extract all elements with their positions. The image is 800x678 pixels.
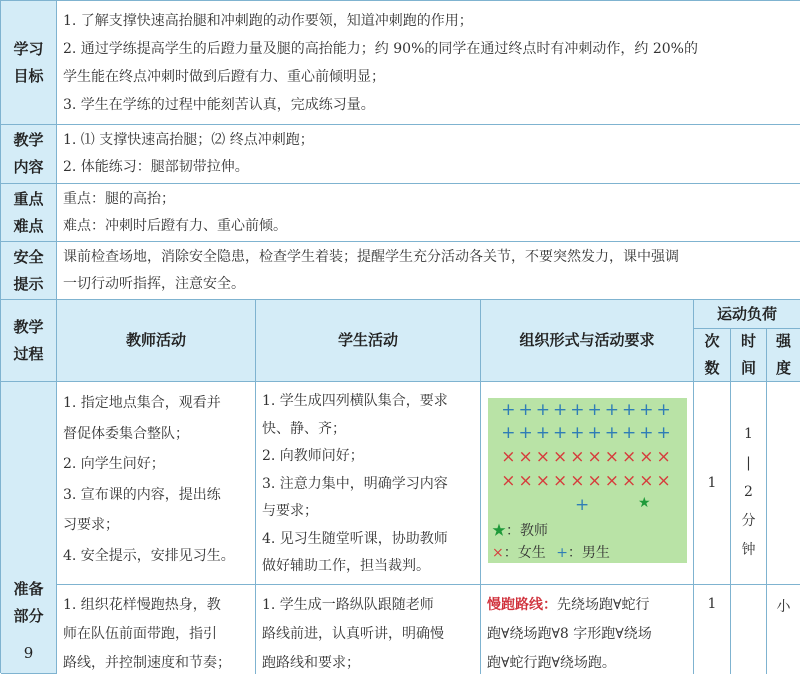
route-title: 慢跑路线： [487, 597, 557, 613]
safety-content [57, 242, 800, 300]
key-points-content [57, 184, 800, 242]
prep2-teacher [57, 585, 256, 674]
formation-row-boys-2: ++++++++++ [501, 423, 674, 443]
label-process [1, 300, 57, 382]
prep2-intensity [767, 585, 800, 674]
header-organization: 组织形式与活动要求 [481, 300, 694, 382]
formation-single-plus: + [575, 495, 590, 515]
prep1-time-part: 分 [741, 513, 756, 529]
header-count-line2: 数 [704, 359, 720, 377]
prep1-teacher-line: 1. 指定地点集合，观看并 [63, 395, 221, 411]
route-line: 先绕场跑∀蛇行 [557, 597, 650, 613]
objective-2a: 2. 通过学练提高学生的后蹬力量及腿的高抬能力；约 90%的同学在通过终点时有冲刺动作，约 20%的 [63, 41, 698, 57]
label-objectives [1, 1, 57, 125]
prep2-count-value: 1 [707, 596, 717, 612]
header-intensity-line2: 度 [775, 359, 791, 377]
legend-teacher [492, 520, 548, 540]
label-prep-minutes: 9 [23, 644, 34, 662]
prep2-count [694, 585, 731, 674]
prep1-time-part: 2 [744, 484, 753, 500]
prep2-student-line: 1. 学生成一路纵队跟随老师 [262, 597, 434, 613]
label-safety [1, 242, 57, 300]
objective-1: 1. 了解支撑快速高抬腿和冲刺跑的动作要领，知道冲刺跑的作用； [63, 13, 473, 29]
prep2-time [731, 585, 767, 674]
safety-line-2: 一切行动听指挥，注意安全。 [63, 276, 245, 292]
label-content [1, 125, 57, 184]
header-time [731, 329, 767, 382]
content-1: 1. ⑴ 支撑快速高抬腿；⑵ 终点冲刺跑； [63, 132, 314, 148]
safety-line-1: 课前检查场地，消除安全隐患，检查学生着装；提醒学生充分活动各关节，不要突然发力，课中强调 [63, 249, 679, 265]
label-content-line2: 内容 [13, 158, 44, 176]
prep1-time-part: | [746, 455, 751, 471]
formation-row-girls-1: ×××××××××× [501, 447, 674, 467]
prep1-student-line: 1. 学生成四列横队集合，要求 [262, 393, 448, 409]
objectives-content [57, 1, 800, 125]
header-exercise-load: 运动负荷 [694, 300, 800, 329]
header-time-line2: 间 [740, 359, 756, 377]
teacher-star-icon: ★ [638, 495, 651, 511]
prep1-intensity [767, 382, 800, 585]
label-key-line2: 难点 [13, 216, 44, 235]
prep1-teacher-line: 3. 宣布课的内容，提出练 [63, 486, 221, 503]
label-safety-line1: 安全 [13, 247, 44, 266]
prep2-intensity-value: 小 [776, 599, 791, 615]
prep1-organization [481, 382, 694, 585]
prep2-teacher-line: 路线，并控制速度和节奏； [63, 655, 231, 671]
prep2-student-line: 路线前进，认真听讲，明确慢 [262, 626, 444, 642]
legend-plus-icon: + [556, 545, 568, 561]
prep1-student-line: 与要求； [262, 503, 318, 519]
teaching-content [57, 125, 800, 184]
legend-star-icon: ★ [492, 523, 506, 539]
prep2-teacher-line: 1. 组织花样慢跑热身，教 [63, 597, 221, 613]
content-2: 2. 体能练习：腿部韧带拉伸。 [63, 159, 249, 175]
prep2-organization [481, 585, 694, 674]
formation-diagram [488, 398, 687, 563]
prep1-student-line: 4. 见习生随堂听课，协助教师 [262, 530, 448, 547]
label-prep-line1: 准备 [13, 580, 44, 598]
prep1-time [731, 382, 767, 585]
formation-row-girls-2: ×××××××××× [501, 471, 674, 491]
legend-female-label: ：女生 [503, 545, 546, 561]
header-intensity-line1: 强 [775, 332, 791, 350]
legend-students [492, 542, 610, 562]
prep1-student-line: 快、静、齐； [262, 420, 346, 437]
legend-cross-icon: × [492, 545, 504, 561]
label-preparation [1, 382, 57, 674]
label-prep-line2: 部分 [13, 607, 44, 625]
prep1-time-part: 钟 [741, 542, 756, 558]
prep1-time-part: 1 [744, 426, 753, 442]
header-count [694, 329, 731, 382]
header-intensity [767, 329, 800, 382]
difficult-point: 难点：冲刺时后蹬有力、重心前倾。 [63, 218, 287, 234]
legend-male-label: ：男生 [567, 545, 610, 561]
objective-3: 3. 学生在学练的过程中能刻苦认真，完成练习量。 [63, 97, 375, 113]
label-process-line2: 过程 [13, 344, 44, 363]
prep1-count: 1 [694, 382, 731, 585]
prep2-student-line: 跑路线和要求； [262, 655, 360, 671]
prep1-teacher-line: 督促体委集合整队； [63, 425, 189, 442]
route-line: 跑∀蛇行跑∀绕场跑。 [487, 655, 616, 671]
prep1-teacher-line: 2. 向学生问好； [63, 456, 165, 472]
prep1-teacher [57, 382, 256, 585]
label-objectives-line1: 学习 [13, 39, 44, 58]
prep1-student [256, 382, 481, 585]
prep1-student-line: 3. 注意力集中，明确学习内容 [262, 475, 448, 492]
label-key-points [1, 184, 57, 242]
header-time-line1: 时 [740, 332, 756, 350]
prep1-teacher-line: 4. 安全提示，安排见习生。 [63, 547, 235, 564]
prep2-student [256, 585, 481, 674]
header-student-activity: 学生活动 [256, 300, 481, 382]
legend-teacher-label: ：教师 [506, 523, 548, 539]
prep1-teacher-line: 习要求； [63, 517, 119, 533]
objective-2b: 学生能在终点冲刺时做到后蹬有力、重心前倾明显； [63, 69, 385, 85]
route-line: 跑∀绕场跑∀8 字形跑∀绕场 [487, 626, 652, 642]
key-point: 重点：腿的高抬； [63, 191, 175, 207]
label-key-line1: 重点 [13, 189, 44, 208]
label-process-line1: 教学 [13, 317, 44, 336]
header-count-line1: 次 [704, 332, 720, 350]
label-content-line1: 教学 [13, 131, 44, 149]
prep1-student-line: 做好辅助工作，担当裁判。 [262, 558, 430, 574]
prep2-teacher-line: 师在队伍前面带跑，指引 [63, 626, 217, 642]
label-safety-line2: 提示 [13, 274, 44, 293]
header-teacher-activity: 教师活动 [57, 300, 256, 382]
label-objectives-line2: 目标 [13, 66, 44, 85]
formation-row-boys-1: ++++++++++ [501, 400, 674, 420]
prep1-student-line: 2. 向教师问好； [262, 448, 364, 464]
